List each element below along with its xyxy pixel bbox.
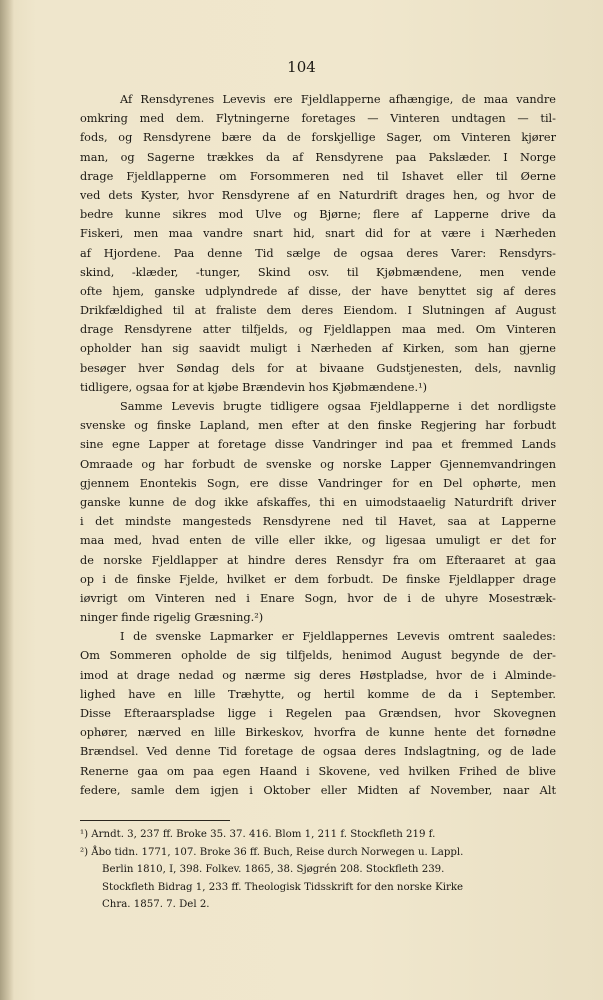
- text-line: Disse Efteraarspladse ligge i Regelen paa Grændsen, hvor Skovegnen: [80, 707, 556, 720]
- footnote-rule: [80, 820, 230, 821]
- text-line: gjennem Enontekis Sogn, ere disse Vandringer for en Del ophørte, men: [80, 476, 556, 490]
- book-spine-shadow: [0, 0, 14, 1000]
- text-line: af Hjordene. Paa denne Tid sælge de ogsaa deres Varer: Rensdyrs-: [80, 246, 556, 260]
- text-line: tidligere, ogsaa for at kjøbe Brændevin hos Kjøbmændene.¹): [80, 380, 428, 394]
- text-line: Fiskeri, men maa vandre snart hid, snart did for at være i Nærheden: [80, 227, 556, 241]
- body-text: [80, 90, 556, 800]
- text-line: imod at drage nedad og nærme sig deres Høstpladse, hvor de i Alminde-: [80, 668, 556, 682]
- footnote-line: ²) Åbo tidn. 1771, 107. Broke 36 ff. Buch, Reise durch Norwegen u. Lappl.: [80, 846, 464, 858]
- text-line: Drikfældighed til at fraliste dem deres Eiendom. I Slutningen af August: [80, 304, 556, 318]
- footnote-line: Berlin 1810, I, 398. Folkev. 1865, 38. Sjøgrén 208. Stockfleth 239.: [102, 864, 445, 876]
- text-line: maa med, hvad enten de ville eller ikke, og ligesaa umuligt er det for: [80, 534, 556, 548]
- text-line: Samme Levevis brugte tidligere ogsaa Fjeldlapperne i det nordligste: [120, 400, 556, 413]
- text-line: ophører, nærved en lille Birkeskov, hvorfra de kunne hente det fornødne: [80, 726, 556, 740]
- text-line: ninger finde rigelig Græsning.²): [80, 611, 264, 625]
- text-line: Omraade og har forbudt de svenske og norske Lapper Gjennemvandringen: [80, 457, 556, 471]
- text-line: federe, samle dem igjen i Oktober eller Midten af November, naar Alt: [80, 783, 556, 797]
- footnote-line: ¹) Arndt. 3, 237 ff. Broke 35. 37. 416. Blom 1, 211 f. Stockfleth 219 f.: [80, 829, 436, 840]
- text-line: fods, og Rensdyrene bære da de forskjellige Sager, om Vinteren kjører: [80, 131, 556, 145]
- text-line: Brændsel. Ved denne Tid foretage de ogsaa deres Indslagtning, og de lade: [80, 745, 556, 759]
- text-line: svenske og finske Lapland, men efter at den finske Regjering har forbudt: [80, 419, 556, 433]
- text-line: man, og Sagerne trækkes da af Rensdyrene paa Pakslæder. I Norge: [80, 150, 556, 164]
- footnotes: [80, 826, 556, 914]
- text-line: i det mindste mangesteds Rensdyrene ned til Havet, saa at Lapperne: [80, 515, 556, 529]
- text-line: lighed have en lille Træhytte, og hertil komme de da i September.: [80, 687, 556, 701]
- text-line: ofte hjem, ganske udplyndrede af disse, der have benyttet sig af deres: [80, 284, 556, 298]
- text-line: op i de finske Fjelde, hvilket er dem forbudt. De finske Fjeldlapper drage: [80, 572, 556, 586]
- text-line: opholder han sig saavidt muligt i Nærheden af Kirken, som han gjerne: [80, 342, 556, 356]
- text-line: skind, -klæder, -tunger, Skind osv. til Kjøbmændene, men vende: [80, 265, 556, 279]
- text-line: bedre kunne sikres mod Ulve og Bjørne; flere af Lapperne drive da: [80, 208, 556, 222]
- page-number: 104: [287, 58, 316, 76]
- text-line: drage Fjeldlapperne om Forsommeren ned til Ishavet eller til Øerne: [80, 169, 556, 183]
- text-line: de norske Fjeldlapper at hindre deres Rensdyr fra om Efteraaret at gaa: [80, 553, 556, 567]
- text-line: besøger hver Søndag dels for at bivaane Gudstjenesten, dels, navnlig: [80, 361, 556, 375]
- text-line: omkring med dem. Flytningerne foretages — Vinteren undtagen — til-: [80, 112, 556, 126]
- text-line: sine egne Lapper at foretage disse Vandringer ind paa et fremmed Lands: [80, 438, 556, 452]
- text-line: drage Rensdyrene atter tilfjelds, og Fjeldlappen maa med. Om Vinteren: [80, 323, 556, 337]
- text-line: Af Rensdyrenes Levevis ere Fjeldlapperne afhængige, de maa vandre: [120, 93, 556, 106]
- text-line: ved dets Kyster, hvor Rensdyrene af en Naturdrift drages hen, og hvor de: [80, 188, 556, 202]
- text-line: Renerne gaa om paa egen Haand i Skovene, ved hvilken Frihed de blive: [80, 764, 556, 778]
- text-line: iøvrigt om Vinteren ned i Enare Sogn, hvor de i de uhyre Mosestræk-: [80, 591, 556, 605]
- footnote-line: Stockfleth Bidrag 1, 233 ff. Theologisk Tidsskrift for den norske Kirke: [102, 881, 464, 893]
- text-line: Om Sommeren opholde de sig tilfjelds, henimod August begynde de der-: [80, 649, 556, 663]
- footnote-line: Chra. 1857. 7. Del 2.: [102, 899, 210, 911]
- text-line: I de svenske Lapmarker er Fjeldlappernes Levevis omtrent saaledes:: [120, 630, 556, 644]
- text-line: ganske kunne de dog ikke afskaffes, thi en uimodstaaelig Naturdrift driver: [80, 495, 556, 509]
